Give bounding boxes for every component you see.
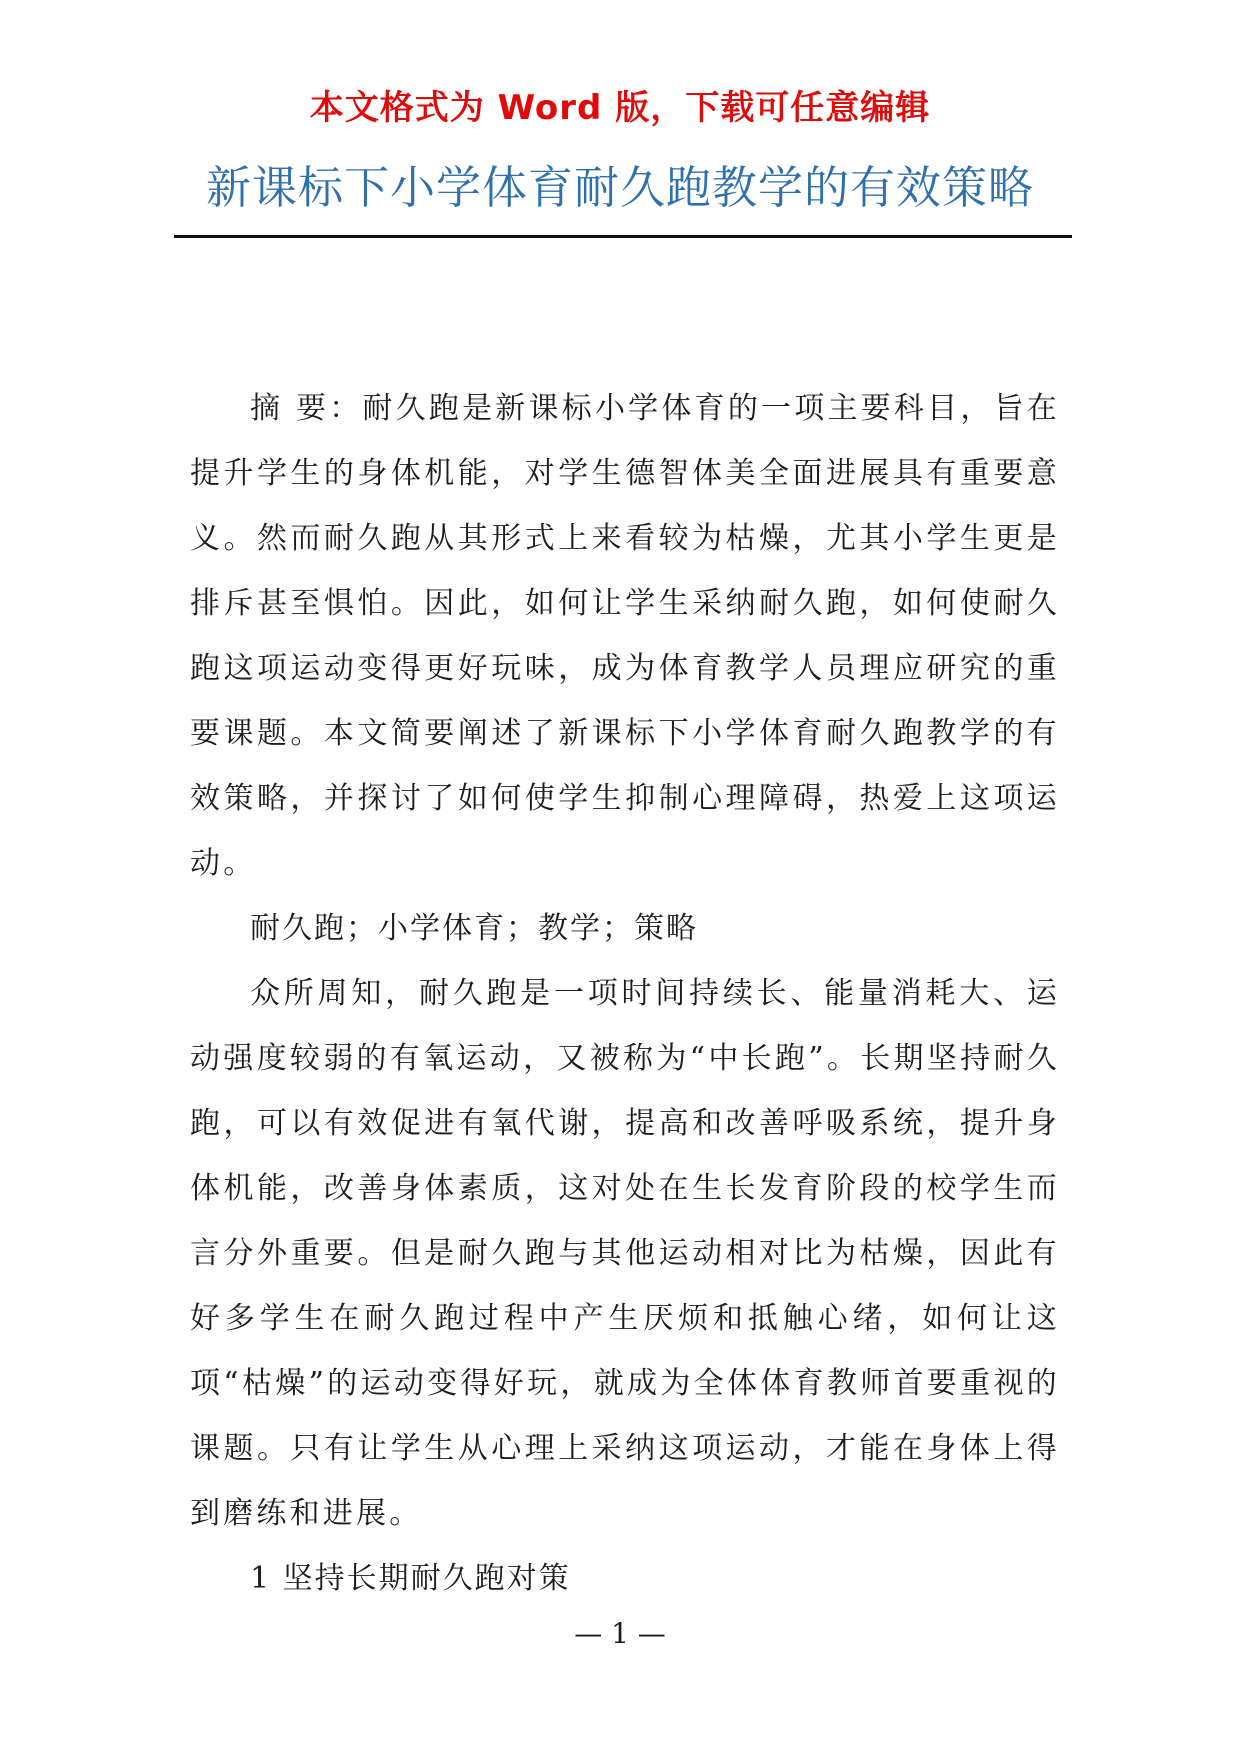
intro-paragraph: 众所周知，耐久跑是一项时间持续长、能量消耗大、运动强度较弱的有氧运动，又被称为“中长跑”。长期坚持耐久跑，可以有效促进有氧代谢，提高和改善呼吸系统，提升身体机能，改善身体素质，这对处在生长发育阶段的校学生而言分外重要。但是耐久跑与其他运动相对比为枯燥，因此有好多学生在耐久跑过程中产生厌烦和抵触心绪，如何让这项“枯燥”的运动变得好玩，就成为全体体育教师首要重视的课题。只有让学生从心理上采纳这项运动，才能在身体上得到磨练和进展。 bbox=[190, 976, 1060, 1531]
abstract-paragraph: 摘 要：耐久跑是新课标小学体育的一项主要科目，旨在提升学生的身体机能，对学生德智体美全面进展具有重要意义。然而耐久跑从其形式上来看较为枯燥，尤其小学生更是排斥甚至惧怕。因此，如何让学生采纳耐久跑，如何使耐久跑这项运动变得更好玩味，成为体育教学人员理应研究的重要课题。本文简要阐述了新课标下小学体育耐久跑教学的有效策略，并探讨了如何使学生抑制心理障碍，热爱上这项运动。 bbox=[190, 391, 1060, 881]
word-format-banner: 本文格式为 Word 版，下载可任意编辑 bbox=[309, 88, 931, 128]
document-body bbox=[190, 376, 1060, 1611]
section-heading: 1 坚持长期耐久跑对策 bbox=[250, 1561, 571, 1596]
page-number: — 1 — bbox=[574, 1617, 666, 1650]
keywords-paragraph: 耐久跑；小学体育；教学；策略 bbox=[250, 911, 698, 946]
title-divider bbox=[174, 235, 1072, 238]
document-title: 新课标下小学体育耐久跑教学的有效策略 bbox=[205, 161, 1034, 214]
